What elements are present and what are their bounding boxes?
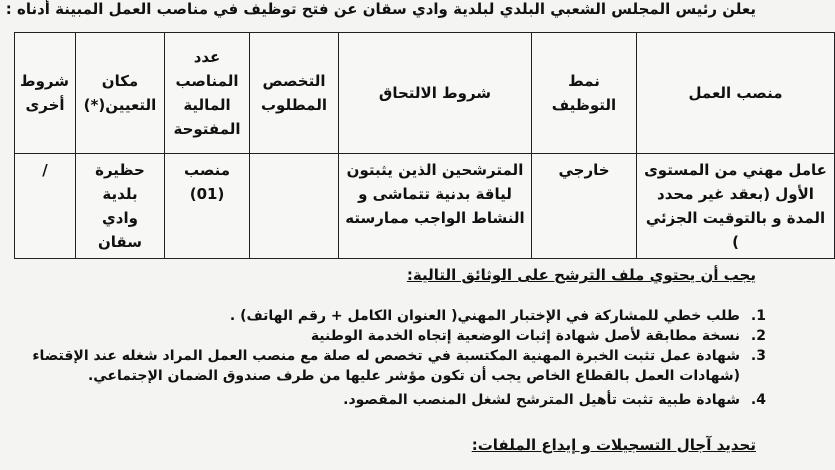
header-type: نمط التوظيف xyxy=(532,33,637,154)
cell-specialty xyxy=(250,154,339,259)
header-job: منصب العمل xyxy=(637,33,835,154)
list-item-text: طلب خطي للمشاركة في الإختبار المهني( العنوان الكامل + رقم الهاتف) . xyxy=(229,308,740,324)
list-item-text: نسخة مطابقة لأصل شهادة إثبات الوضعية إتجاه الخدمة الوطنية xyxy=(310,328,740,344)
jobs-table xyxy=(14,32,835,259)
deadline-heading: تحديد آجال التسجيلات و إيداع الملفات: xyxy=(471,436,756,454)
list-item-number: 4. xyxy=(750,392,766,408)
list-item-text: (شهادات العمل بالقطاع الخاص يجب أن تكون مؤشر عليها من طرف صندوق الضمان الإجتماعي. xyxy=(87,368,740,384)
list-item xyxy=(0,346,766,366)
list-item-number: 1. xyxy=(750,308,766,324)
cell-other: / xyxy=(15,154,76,259)
header-count: عدد المناصب المالية المفتوحة xyxy=(165,33,250,154)
list-item-text: شهادة طبية تثبت تأهيل المترشح لشغل المنصب المقصود. xyxy=(343,392,740,408)
cell-job: عامل مهني من المستوى الأول (بعقد غير محدد المدة و بالتوقيت الجزئي ) xyxy=(637,154,835,259)
intro-text: يعلن رئيس المجلس الشعبي البلدي لبلدية وادي سقان عن فتح توظيف في مناصب العمل المبينة أدناه : xyxy=(5,0,756,18)
list-item-continuation xyxy=(0,366,740,386)
table-row xyxy=(15,154,835,259)
documents-heading: يجب أن يحتوي ملف الترشح على الوثائق التالية: xyxy=(406,266,756,284)
cell-count: منصب (01) xyxy=(165,154,250,259)
cell-type: خارجي xyxy=(532,154,637,259)
list-item-number: 2. xyxy=(750,328,766,344)
list-item xyxy=(0,390,766,410)
header-other: شروط أخرى xyxy=(15,33,76,154)
header-conditions: شروط الالتحاق xyxy=(339,33,532,154)
list-item xyxy=(0,306,766,326)
list-item-number: 3. xyxy=(750,348,766,364)
cell-conditions: المترشحين الذين يثبتون لياقة بدنية تتماشى و النشاط الواجب ممارسته xyxy=(339,154,532,259)
header-specialty: التخصص المطلوب xyxy=(250,33,339,154)
header-place: مكان التعيين(*) xyxy=(76,33,165,154)
list-item-text: شهادة عمل تثبت الخبرة المهنية المكتسبة في تخصص له صلة مع منصب العمل المراد شغله عند الإقتضاء xyxy=(32,348,740,364)
documents-list xyxy=(0,306,766,410)
list-item xyxy=(0,326,766,346)
table-header-row xyxy=(15,33,835,154)
cell-place: حظيرة بلدية وادي سقان xyxy=(76,154,165,259)
